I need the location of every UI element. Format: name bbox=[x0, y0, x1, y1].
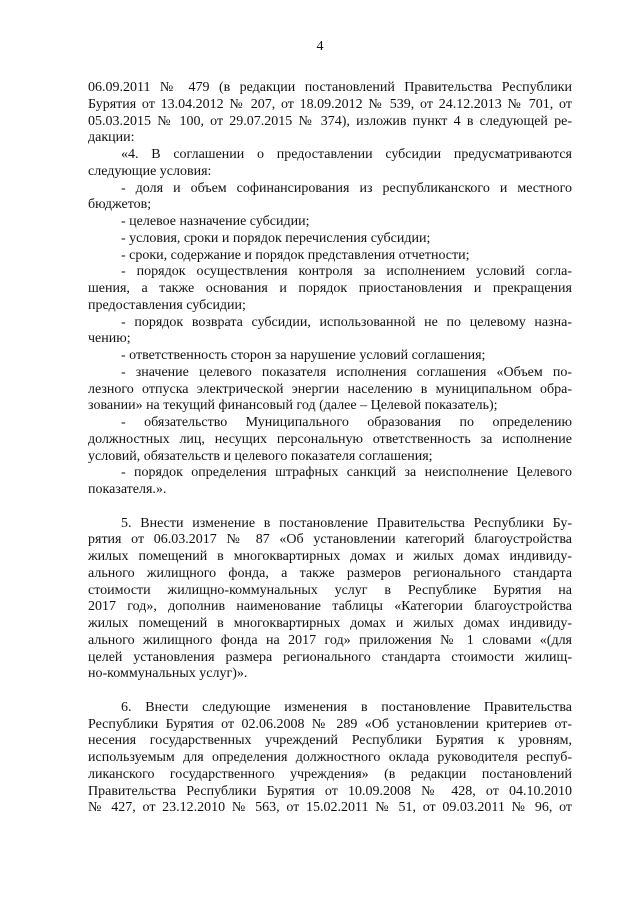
text-line: шения, а также основания и порядок приостановления и прекращения bbox=[88, 281, 572, 296]
text-line: следующие условия: bbox=[88, 163, 212, 179]
text-line: № 427, от 23.12.2010 № 563, от 15.02.2011 № 51, от 09.03.2011 № 96, от bbox=[88, 800, 572, 816]
text-line: ликанского государственного учреждения» (в редакции постановлений bbox=[88, 766, 572, 782]
text-line: чению; bbox=[88, 331, 131, 347]
text-line: - условия, сроки и порядок перечисления субсидии; bbox=[121, 230, 431, 246]
text-line: - порядок определения штрафных санкций за неисполнение Целевого bbox=[121, 465, 572, 481]
text-line: - значение целевого показателя исполнения соглашения «Объем по- bbox=[121, 364, 572, 380]
paragraph bbox=[88, 365, 572, 415]
paragraph bbox=[88, 315, 572, 349]
text-line: рятия от 06.03.2017 № 87 «Об установлении категорий благоустройства bbox=[88, 532, 572, 548]
text-line: предоставления субсидии; bbox=[88, 297, 246, 313]
text-line: Правительства Республики Бурятия от 10.09.2008 № 428, от 04.10.2010 bbox=[88, 783, 572, 799]
text-line: ального жилищного фонда, а также размеров регионального стандарта bbox=[88, 565, 572, 581]
paragraph-spacer bbox=[88, 499, 572, 516]
text-line: - ответственность сторон за нарушение условий соглашения; bbox=[121, 348, 486, 363]
text-line: дакции: bbox=[88, 130, 135, 146]
paragraph bbox=[88, 214, 572, 231]
text-line: Республики Бурятия от 02.06.2008 № 289 «Об установлении критериев от- bbox=[88, 716, 572, 732]
text-line: условий, обязательств и целевого показателя соглашения; bbox=[88, 448, 433, 464]
paragraph bbox=[88, 264, 572, 314]
text-line: 2017 год», дополнив наименование таблицы «Категории благоустройства bbox=[88, 599, 572, 615]
paragraph bbox=[88, 348, 572, 365]
text-line: 6. Внести следующие изменения в постановление Правительства bbox=[121, 699, 572, 715]
paragraph bbox=[88, 80, 572, 147]
text-line: Бурятия от 13.04.2012 № 207, от 18.09.2012 № 539, от 24.12.2013 № 701, от bbox=[88, 96, 572, 112]
paragraph bbox=[88, 181, 572, 215]
text-line: 5. Внести изменение в постановление Правительства Республики Бу- bbox=[121, 515, 572, 531]
paragraph-spacer bbox=[88, 683, 572, 700]
text-line: зовании» на текущий финансовый год (далее – Целевой показатель); bbox=[88, 398, 498, 414]
text-line: - целевое назначение субсидии; bbox=[121, 214, 310, 229]
text-line: целей установления размера регионального стандарта стоимости жилищ- bbox=[88, 649, 572, 665]
paragraph bbox=[88, 248, 572, 265]
text-line: бюджетов; bbox=[88, 197, 152, 213]
text-line: ального жилищного фонда на 2017 год» приложения № 1 словами «(для bbox=[88, 632, 572, 648]
paragraph bbox=[88, 415, 572, 465]
paragraph bbox=[88, 516, 572, 684]
page-number: 4 bbox=[316, 39, 324, 54]
text-line: - порядок осуществления контроля за исполнением условий согла- bbox=[121, 264, 572, 280]
text-line: 06.09.2011 № 479 (в редакции постановлений Правительства Республики bbox=[88, 80, 572, 95]
paragraph bbox=[88, 231, 572, 248]
text-line: жилых помещений в многоквартирных домах и жилых домах индивиду- bbox=[88, 549, 572, 564]
paragraph bbox=[88, 147, 572, 181]
text-line: 05.03.2015 № 100, от 29.07.2015 № 374), изложив пункт 4 в следующей ре- bbox=[88, 113, 572, 129]
text-line: несения государственных учреждений Республики Бурятия к уровням, bbox=[88, 733, 572, 749]
text-line: стоимости жилищно-коммунальных услуг в Республике Бурятия на bbox=[88, 582, 572, 598]
text-line: лезного отпуска электрической энергии населению в муниципальном обра- bbox=[88, 381, 572, 397]
text-line: - доля и объем софинансирования из республиканского и местного bbox=[121, 180, 572, 196]
text-line: «4. В соглашении о предоставлении субсидии предусматриваются bbox=[121, 147, 572, 162]
text-line: жилых помещений в многоквартирных домах и жилых домах индивиду- bbox=[88, 616, 572, 631]
text-line: - обязательство Муниципального образования по определению bbox=[121, 415, 572, 430]
document-body bbox=[88, 80, 572, 817]
text-line: - порядок возврата субсидии, использованной не по целевому назна- bbox=[121, 314, 572, 330]
text-line: но-коммунальных услуг)». bbox=[88, 666, 248, 682]
paragraph bbox=[88, 465, 572, 499]
text-line: показателя.». bbox=[88, 482, 167, 497]
text-line: - сроки, содержание и порядок представления отчетности; bbox=[121, 247, 470, 263]
text-line: должностных лиц, несущих персональную ответственность за исполнение bbox=[88, 431, 572, 447]
text-line: используемым для определения должностного оклада руководителя респуб- bbox=[88, 750, 572, 765]
paragraph bbox=[88, 700, 572, 817]
